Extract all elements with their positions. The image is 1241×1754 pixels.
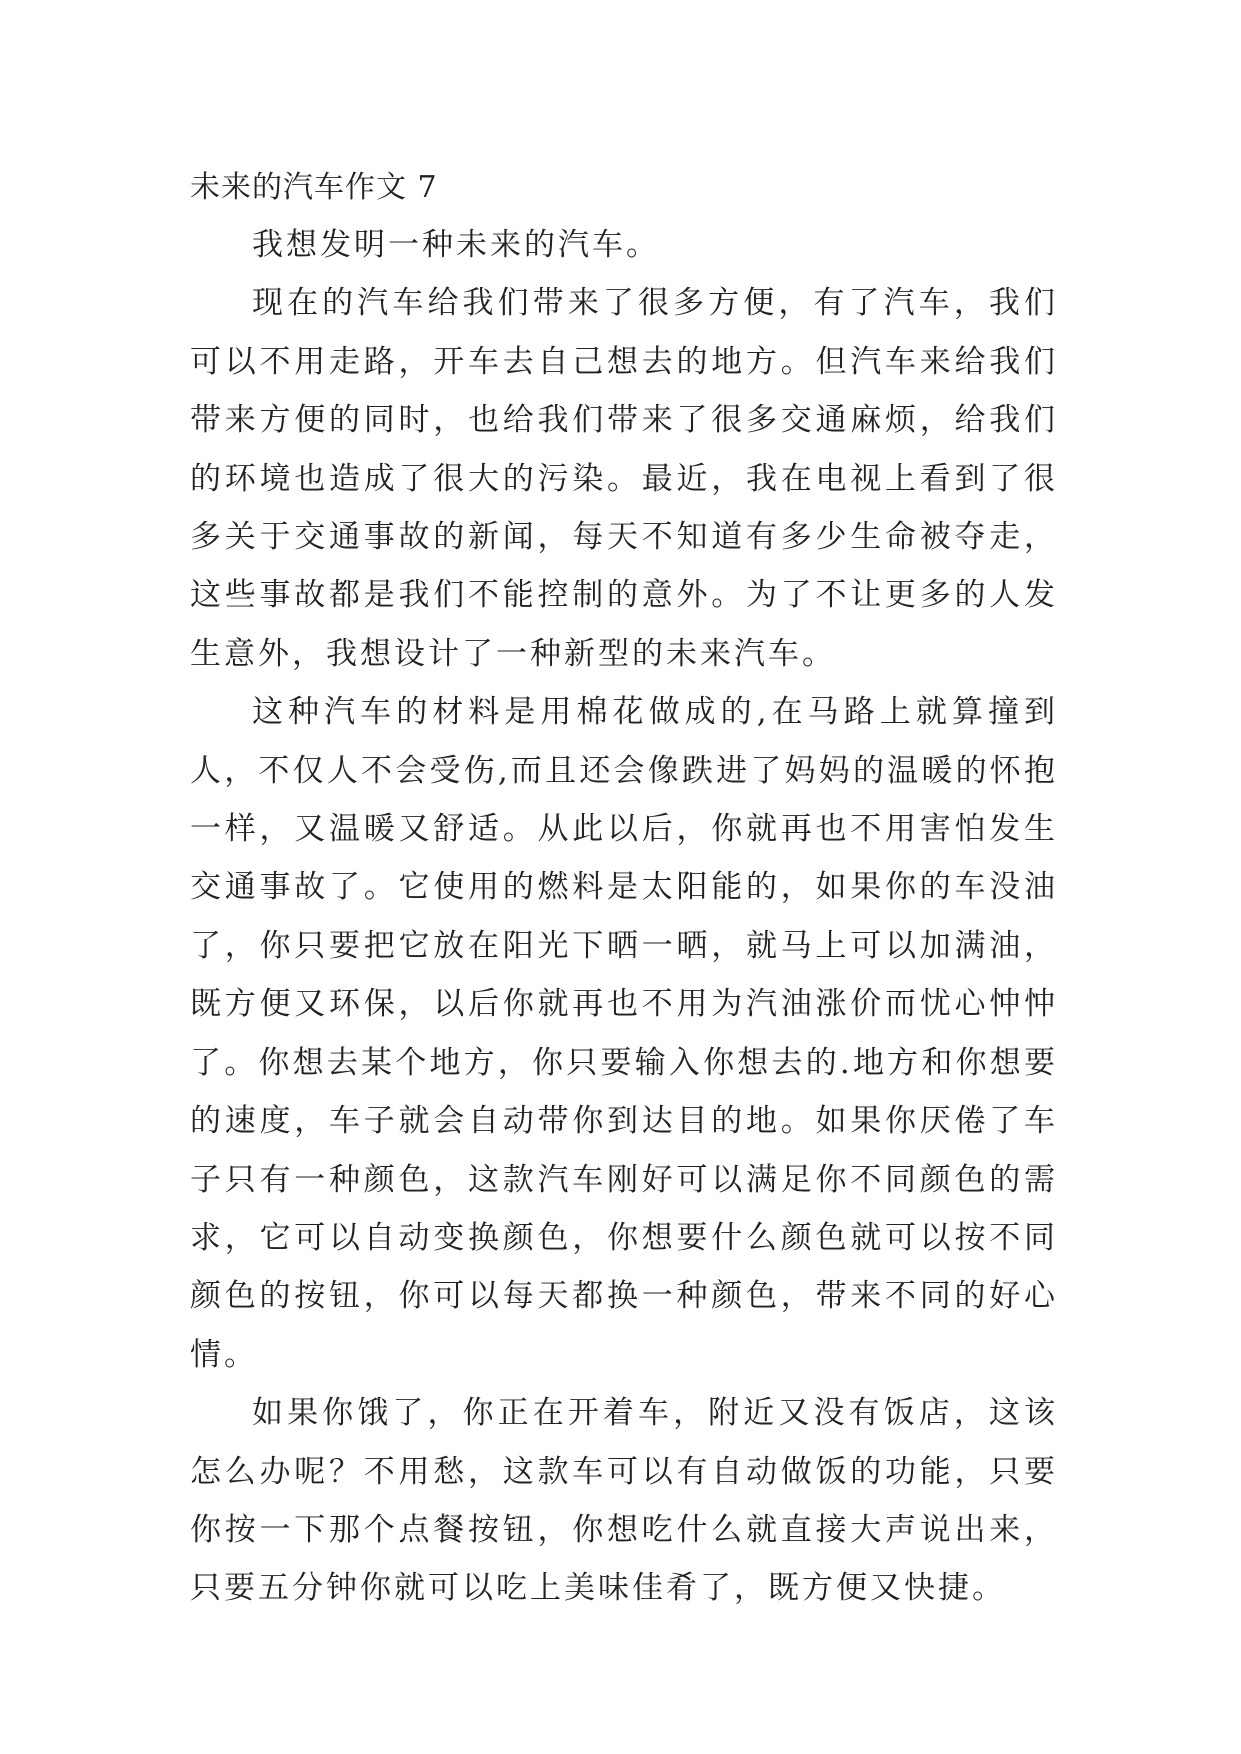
paragraph-4: 如果你饿了，你正在开着车，附近又没有饭店，这该怎么办呢？不用愁，这款车可以有自动做饭的功能，只要你按一下那个点餐按钮，你想吃什么就直接大声说出来，只要五分钟你就可以吃上美味佳肴了，既方便又快捷。 <box>190 1395 1058 1607</box>
document-title: 未来的汽车作文 7 <box>190 170 438 205</box>
paragraph-2: 现在的汽车给我们带来了很多方便，有了汽车，我们可以不用走路，开车去自己想去的地方。但汽车来给我们带来方便的同时，也给我们带来了很多交通麻烦，给我们的环境也造成了很大的污染。最近，我在电视上看到了很多关于交通事故的新闻，每天不知道有多少生命被夺走，这些事故都是我们不能控制的意外。为了不让更多的人发生意外，我想设计了一种新型的未来汽车。 <box>190 285 1058 672</box>
paragraph-1: 我想发明一种未来的汽车。 <box>252 227 660 263</box>
paragraph-3: 这种汽车的材料是用棉花做成的,在马路上就算撞到人，不仅人不会受伤,而且还会像跌进了妈妈的温暖的怀抱一样，又温暖又舒适。从此以后，你就再也不用害怕发生交通事故了。它使用的燃料是太阳能的，如果你的车没油了，你只要把它放在阳光下晒一晒，就马上可以加满油，既方便又环保，以后你就再也不用为汽油涨价而忧心忡忡了。你想去某个地方，你只要输入你想去的.地方和你想要的速度，车子就会自动带你到达目的地。如果你厌倦了车子只有一种颜色，这款汽车刚好可以满足你不同颜色的需求，它可以自动变换颜色，你想要什么颜色就可以按不同颜色的按钮，你可以每天都换一种颜色，带来不同的好心情。 <box>190 694 1058 1373</box>
document-body <box>190 160 1058 1618</box>
